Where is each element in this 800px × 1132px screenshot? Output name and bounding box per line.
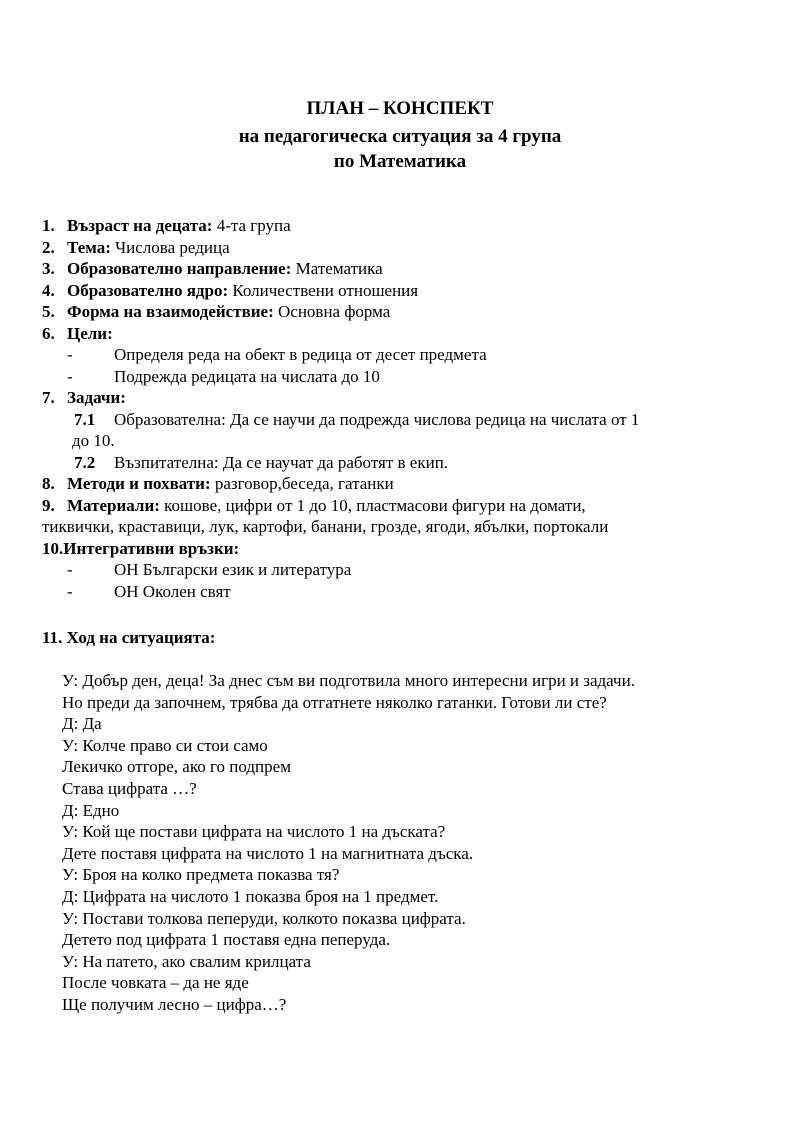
item-number: 10. bbox=[42, 538, 64, 558]
item-label: Образователно ядро: bbox=[67, 280, 229, 300]
item-label: Задачи: bbox=[67, 388, 126, 407]
bullet-text: ОН Околен свят bbox=[114, 581, 231, 601]
item-value-cont: тиквички, краставици, лук, картофи, банани, грозде, ягоди, ябълки, портокали bbox=[42, 517, 609, 536]
plan-list bbox=[0, 215, 800, 602]
dialogue-line: Но преди да започнем, трябва да отгатнете няколко гатанки. Готови ли сте? bbox=[62, 692, 607, 712]
item-label: Образователно направление: bbox=[67, 259, 292, 278]
list-item-4 bbox=[0, 280, 800, 302]
dialogue-line: Детето под цифрата 1 поставя една пеперуда. bbox=[62, 930, 391, 950]
doc-subtitle: на педагогическа ситуация за 4 група bbox=[238, 126, 562, 147]
dialogue-line: После човката – да не яде bbox=[62, 973, 249, 993]
list-item-9-cont bbox=[0, 516, 800, 538]
dash-marker: - bbox=[67, 345, 73, 364]
bullet-item bbox=[0, 344, 800, 366]
item-value: разговор,беседа, гатанки bbox=[210, 474, 394, 493]
dialogue-line: Става цифрата …? bbox=[62, 778, 197, 798]
dialogue-line: У: Колче право си стои само bbox=[62, 735, 268, 755]
sub-item-number: 7.1 bbox=[74, 409, 96, 429]
dialogue bbox=[62, 670, 762, 1016]
dialogue-line: У: Кой ще постави цифрата на числото 1 на дъската? bbox=[62, 822, 446, 842]
dialogue-line: У: Постави толкова пеперуди, колкото показва цифрата. bbox=[62, 908, 466, 928]
item-label: Възраст на децата: bbox=[67, 216, 213, 235]
dialogue-line: У: Броя на колко предмета показва тя? bbox=[62, 865, 340, 885]
list-item-6 bbox=[0, 323, 800, 345]
item-number: 7. bbox=[42, 388, 55, 407]
item-value: кошове, цифри от 1 до 10, пластмасови фигури на домати, bbox=[159, 495, 586, 515]
item-number: 4. bbox=[42, 280, 55, 300]
bullet-text: Определя реда на обект в редица от десет предмета bbox=[114, 345, 487, 364]
doc-subject: по Математика bbox=[333, 151, 467, 172]
item-number: 1. bbox=[42, 216, 55, 235]
sub-item-7-1 bbox=[0, 409, 800, 431]
dialogue-line: Д: Едно bbox=[62, 800, 120, 820]
bullet-item bbox=[0, 366, 800, 388]
dialogue-line: Дете поставя цифрата на числото 1 на магнитната дъска. bbox=[62, 843, 474, 863]
dialogue-line: Д: Цифрата на числото 1 показва броя на 1 предмет. bbox=[62, 886, 439, 906]
sub-item-7-2 bbox=[0, 452, 800, 474]
list-item-1 bbox=[0, 215, 800, 237]
sub-item-text-cont: до 10. bbox=[72, 431, 115, 450]
dialogue-line: Лекичко отгоре, ако го подпрем bbox=[62, 757, 291, 777]
item-value: Основна форма bbox=[273, 302, 391, 321]
sub-item-text: Образователна: Да се научи да подрежда числова редица на числата от 1 bbox=[114, 409, 640, 429]
item-value: Количествени отношения bbox=[228, 280, 419, 300]
item-number: 9. bbox=[42, 495, 55, 515]
list-item-9 bbox=[0, 495, 800, 517]
sub-item-text: Възпитателна: Да се научат да работят в екип. bbox=[114, 452, 449, 472]
bullet-text: ОН Български език и литература bbox=[114, 560, 352, 579]
section-heading: 11. Ход на ситуацията: bbox=[42, 628, 216, 647]
item-label: Интегративни връзки: bbox=[63, 538, 240, 558]
sub-item-number: 7.2 bbox=[74, 452, 96, 472]
item-number: 5. bbox=[42, 302, 55, 321]
item-label: Тема: bbox=[67, 237, 111, 257]
list-item-5 bbox=[0, 301, 800, 323]
dialogue-line: У: Добър ден, деца! За днес съм ви подготвила много интересни игри и задачи. bbox=[62, 671, 635, 690]
list-item-2 bbox=[0, 237, 800, 259]
item-number: 2. bbox=[42, 237, 55, 257]
bullet-text: Подрежда редицата на числата до 10 bbox=[114, 366, 380, 386]
dialogue-line: Ще получим лесно – цифра…? bbox=[62, 994, 287, 1014]
bullet-item bbox=[0, 559, 800, 581]
dash-marker: - bbox=[67, 366, 73, 386]
item-label: Цели: bbox=[67, 323, 113, 343]
dash-marker: - bbox=[67, 560, 73, 579]
item-number: 6. bbox=[42, 323, 55, 343]
dialogue-line: У: На патето, ако свалим крилцата bbox=[62, 951, 311, 971]
list-item-8 bbox=[0, 473, 800, 495]
item-value: 4-та група bbox=[212, 216, 291, 235]
list-item-10 bbox=[0, 538, 800, 560]
list-item-7 bbox=[0, 387, 800, 409]
item-number: 3. bbox=[42, 259, 55, 278]
item-label: Методи и похвати: bbox=[67, 474, 211, 493]
sub-item-7-1-cont bbox=[0, 430, 800, 452]
item-label: Материали: bbox=[67, 495, 160, 515]
item-number: 8. bbox=[42, 474, 55, 493]
dialogue-line: Д: Да bbox=[62, 714, 102, 734]
item-label: Форма на взаимодействие: bbox=[67, 302, 274, 321]
item-value: Числова редица bbox=[110, 237, 230, 257]
doc-title: ПЛАН – КОНСПЕКТ bbox=[306, 98, 494, 119]
list-item-3 bbox=[0, 258, 800, 280]
bullet-item bbox=[0, 581, 800, 603]
dash-marker: - bbox=[67, 581, 73, 601]
item-value: Математика bbox=[291, 259, 383, 278]
